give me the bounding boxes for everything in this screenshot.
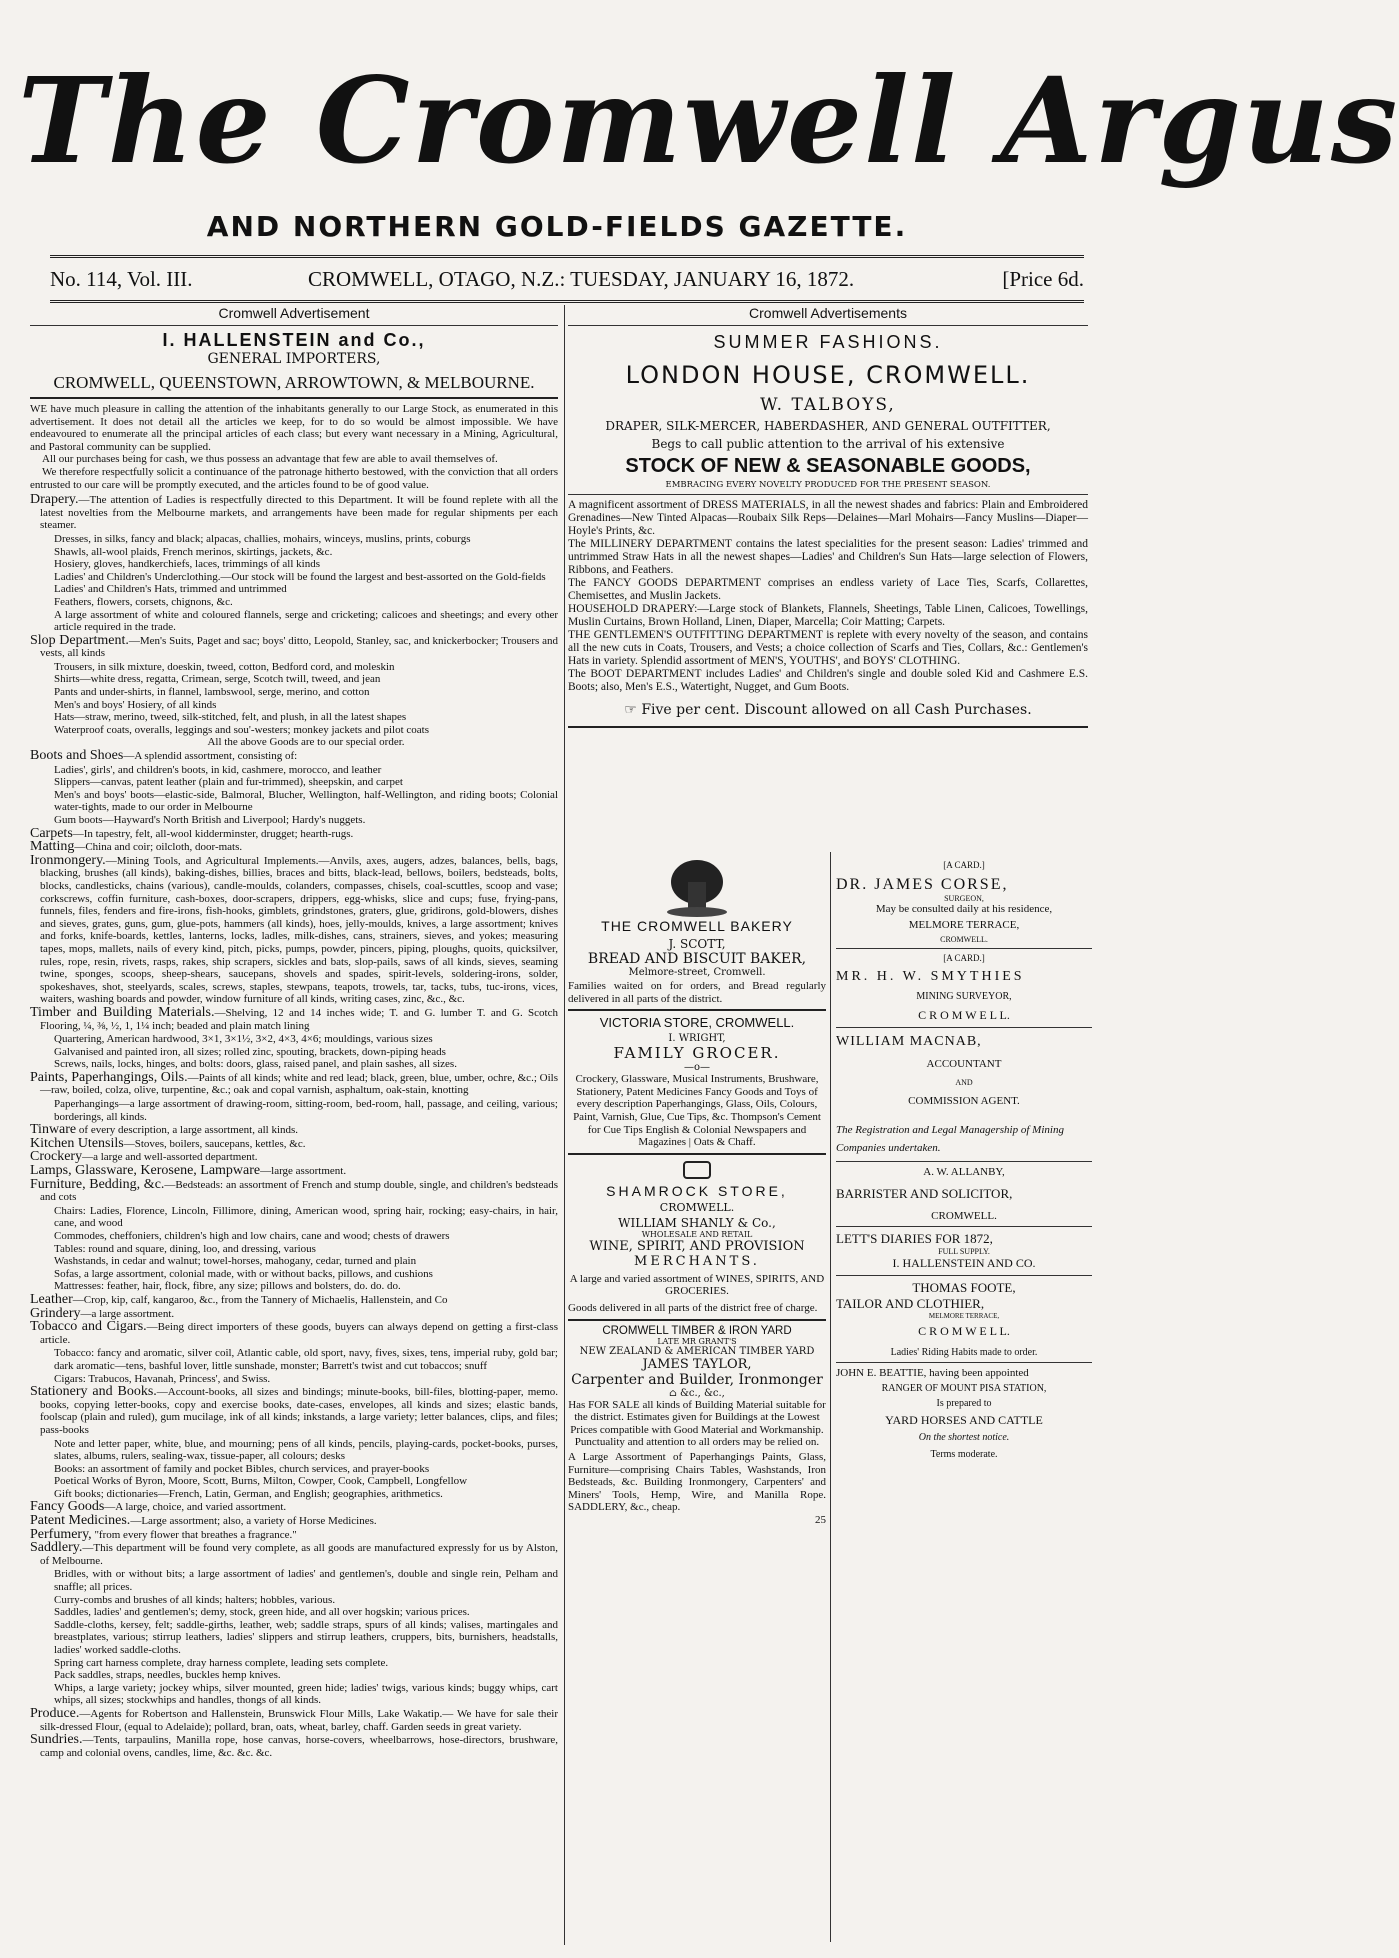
macnab-and: AND [955,1078,973,1087]
talboys-trade: DRAPER, SILK-MERCER, HABERDASHER, AND GENERAL OUTFITTER, [605,419,1051,433]
saddlery-text: —This department will be found very complete, as all goods are manufactured expressly for us by Alston, of Melbourne. [40,1542,558,1567]
saddlery-title: Saddlery. [30,1540,83,1556]
victoria-sep: —o— [683,1062,711,1074]
ironmongery-title: Ironmongery. [30,852,106,868]
drapery-item: Ladies' and Children's Hats, trimmed and untrimmed [54,583,287,596]
slop-item: Pants and under-shirts, in flannel, lambswool, serge, merino, and cotton [54,686,370,699]
carpets-title: Carpets [30,825,73,841]
furniture-item: Washstands, in cedar and walnut; towel-horses, mahogany, cedar, turned and plain [54,1255,417,1268]
issue-number: No. 114, Vol. III. [50,267,193,291]
beattie-role: RANGER OF MOUNT PISA STATION, [881,1383,1047,1394]
london-p6: The BOOT DEPARTMENT includes Ladies' and Children's single and double soled Kid and Cashmere E.S. Boots; also, Men's E.S., Watertight, Nugget, and Gum Boots. [568,668,1088,693]
crockery-title: Crockery [30,1149,83,1165]
left-section-header: Cromwell Advertisement [218,305,370,321]
allanby-town: CROMWELL. [931,1210,997,1222]
wheat-sheaf-illustration [568,852,826,918]
stationery-title: Stationery and Books. [30,1384,157,1400]
timberyard-nz: NEW ZEALAND & AMERICAN TIMBER YARD [579,1345,815,1357]
furniture-item: Commodes, cheffoniers, children's high and low chairs, cane and wood; chests of drawers [54,1230,450,1242]
victoria-owner: I. WRIGHT, [668,1033,726,1045]
drapery-item: Ladies' and Children's Underclothing.—Our stock will be found the largest and best-assorted on the Gold-fields [54,570,546,583]
pointing-hand-icon: ☞ [624,702,642,718]
furniture-item: Chairs: Ladies, Florence, Lincoln, Fillimore, dining, American wood, spring hair, rocking; easy-chairs, in hair, cane, and wood [54,1204,558,1230]
victoria-body: Crockery, Glassware, Musical Instruments, Brushware, Stationery, Patent Medicines Fancy Goods and Toys of every description Paperhangings, Glass, Oils, Colours, Paint, Varnish, Glue, Cue Tips, &c. Thompson's Cement for Cue Tips English & Colonial Newspapers and Magazines | Oats & Chaff. [573,1073,821,1149]
boots-item: Ladies', girls', and children's boots, in kid, cashmere, morocco, and leather [54,763,382,776]
bakery-title: THE CROMWELL BAKERY [601,918,793,934]
timberyard-etc [568,1388,826,1399]
saddlery-item: Curry-combs and brushes of all kinds; halters; hobbles, various. [54,1593,336,1606]
victoria-title: VICTORIA STORE, CROMWELL. [599,1015,795,1031]
tobacco-title: Tobacco and Cigars. [30,1319,147,1335]
furniture-item: Tables: round and square, dining, loo, and dressing, various [54,1242,316,1255]
talboys-begs: Begs to call public attention to the arrival of his extensive [651,437,1005,451]
tobacco-item: Cigars: Trabucos, Havanah, Princess', and Swiss. [54,1372,271,1385]
leather-text: —Crop, kip, calf, kangaroo, &c., from the Tannery of Michaelis, Hallenstein, and Co [72,1293,448,1306]
intro-2: All our purchases being for cash, we thus possess an advantage that few are able to avail themselves of. [42,453,498,466]
carpets-text: —In tapestry, felt, all-wool kidderminster, drugget; hearth-rugs. [72,827,354,840]
saddlery-item: Bridles, with or without bits; a large assortment of ladies' and gentlemen's, double and single rein, Pelham and snaffle; all prices. [54,1568,558,1594]
corse-role: SURGEON, [944,894,984,903]
timberyard-trade: Carpenter and Builder, Ironmonger [571,1371,823,1388]
london-p4: HOUSEHOLD DRAPERY:—Large stock of Blankets, Flannels, Sheetings, Table Linen, Calicoes, Towellings, Muslin Curtains, Brown Holland, Linen, Diaper, Marcella; Coir Matting; Carpets. [568,603,1088,628]
foote-note: Ladies' Riding Habits made to order. [890,1347,1038,1358]
stationery-item: Books: an assortment of family and pocket Bibles, church services, and prayer-books [54,1462,430,1475]
tobacco-item: Tobacco: fancy and aromatic, silver coil, Atlantic cable, old sport, navy, fives, sixes, tens, imperial ruby, gold bar; dark aromatic—tens, bashful lover, little sunshade, monster; Barrett's twist and cut tobaccos; snuff [54,1347,558,1372]
shamrock-body2: Goods delivered in all parts of the district free of charge. [568,1301,818,1314]
smythies-name: MR. H. W. SMYTHIES [836,969,1025,984]
kitchen-title: Kitchen Utensils [30,1135,124,1151]
stationery-item: Gift books; dictionaries—French, Latin, German, and English; geographies, arithmetics. [54,1487,443,1500]
perfumery-title: Perfumery, [30,1526,92,1542]
masthead-title: The Cromwell Argus [18,51,1399,190]
fancy-title: Fancy Goods [30,1499,105,1515]
shamrock-wholesale: WHOLESALE AND RETAIL [641,1229,753,1239]
bakery-note: Families waited on for orders, and Bread regularly delivered in all parts of the district. [568,980,826,1005]
timberyard-owner: JAMES TAYLOR, [642,1356,752,1372]
corse-note: May be consulted daily at his residence, [875,903,1053,915]
barrel-icon [568,1161,826,1183]
corse-town: CROMWELL. [940,935,988,944]
shamrock-title: SHAMROCK STORE, [606,1182,788,1199]
patent-text: —Large assortment; also, a variety of Horse Medicines. [130,1515,377,1528]
timberyard-title: CROMWELL TIMBER & IRON YARD [602,1324,792,1337]
boots-item: Slippers—canvas, patent leather (plain and fur-trimmed), sheepskin, and carpet [54,776,403,789]
masthead-subtitle: AND NORTHERN GOLD-FIELDS GAZETTE. [206,210,908,243]
foote-role: TAILOR AND CLOTHIER, [836,1296,985,1311]
letts-title: LETT'S DIARIES FOR 1872, [836,1231,993,1246]
intro-3: We therefore respectfully solicit a continuance of the patronage hitherto bestowed, with the conviction that all orders entrusted to our care will be promptly executed, and the articles found to be of good value. [30,465,558,491]
london-body [568,499,1088,694]
discount-text: Five per cent. Discount allowed on all Cash Purchases. [641,702,1032,718]
london-house: LONDON HOUSE, CROMWELL. [625,361,1031,389]
column-rule [564,305,565,1945]
saddlery-item: Whips, a large variety; jockey whips, silver mounted, green hide; ladies' twigs, various kinds; buggy whips, cart whips, all sizes; stockwhips and handles, thongs of all kinds. [54,1681,558,1707]
slop-text: —Men's Suits, Paget and sac; boys' ditto, Leopold, Stanley, sac, and knickerbocker; Trousers and vests, all kinds [40,634,558,660]
house-icon: ⌂ [669,1387,680,1399]
drapery-item: Hosiery, gloves, handkerchiefs, laces, trimmings of all kinds [54,558,320,571]
boots-item: Gum boots—Hayward's North British and Liverpool; Hardy's nuggets. [54,814,366,826]
letts-firm: I. HALLENSTEIN AND CO. [892,1256,1036,1270]
talboys-name: W. TALBOYS, [760,395,896,415]
drapery-item: Feathers, flowers, corsets, chignons, &c. [54,595,233,608]
beattie-notice: On the shortest notice. [918,1432,1010,1443]
bakery-owner: J. SCOTT, [668,937,726,951]
boots-text: —A splendid assortment, consisting of: [123,750,298,763]
firm-role: GENERAL IMPORTERS, [207,351,381,367]
timberyard-etc-text: &c., &c., [679,1387,725,1399]
right-column [568,305,1088,732]
beattie-text: JOHN E. BEATTIE, having been appointed [836,1367,1029,1379]
shamrock-merchants: MERCHANTS. [634,1253,760,1269]
foote-town: C R O M W E L L. [918,1324,1010,1338]
allanby-name: A. W. ALLANBY, [923,1166,1005,1178]
drapery-title: Drapery. [30,492,79,508]
saddlery-item: Saddles, ladies' and gentlemen's; demy, stock, green hide, and all over hogskin; various prices. [54,1606,470,1619]
tinware-title: Tinware [30,1122,77,1138]
bakery-trade: BREAD AND BISCUIT BAKER, [587,951,807,967]
macnab-name: WILLIAM MACNAB, [836,1034,982,1049]
intro-1: WE have much pleasure in calling the attention of the inhabitants generally to our Large Stock, as enumerated in this advertisement. It does not detail all the articles we keep, for to do so would be almost impossible. We have endeavoured to enumerate all the principal articles of each class; but every want necessary in a Mining, Agricultural, and Pastoral community can be supplied. [30,403,558,453]
left-body [30,403,558,1759]
grindery-title: Grindery [30,1305,81,1321]
paints-title: Paints, Paperhangings, Oils. [30,1069,188,1085]
discount-line [568,702,1088,718]
slop-item: Hats—straw, merino, tweed, silk-stitched, felt, and plush, in all the latest shapes [54,711,407,724]
shamrock-town: CROMWELL. [659,1200,735,1214]
timberyard-body2: A Large Assortment of Paperhangings Paints, Glass, Furniture—comprising Chairs Tables, Washstands, Iron Bedsteads, &c. Building Ironmongery, Carpenters' and Miners' Tools, Hemp, Wire, and Manilla Rope. SADDLERY, &c., cheap. [568,1450,826,1514]
boots-item: Men's and boys' boots—elastic-side, Balmoral, Blucher, Wellington, half-Wellington, and riding boots; Colonial water-tights, made to our order in Melbourne [54,788,558,814]
furniture-title: Furniture, Bedding, &c. [30,1176,165,1192]
bakery-address: Melmore-street, Cromwell. [628,967,766,978]
timberyard-late: LATE MR GRANT'S [657,1336,737,1346]
allanby-role: BARRISTER AND SOLICITOR, [836,1186,1013,1201]
saddlery-item: Spring cart harness complete, dray harness complete, leading sets complete. [54,1656,389,1669]
issue-date: CROMWELL, OTAGO, N.Z.: TUESDAY, JANUARY 16, 1872. [308,267,855,291]
slop-item: Waterproof coats, overalls, leggings and sou'-westers; monkey jackets and pilot coats [54,723,429,736]
drapery-item: Dresses, in silks, fancy and black; alpacas, challies, mohairs, winceys, muslins, prints, coburgs [54,532,471,545]
beattie-prepared: Is prepared to [936,1398,992,1409]
saddlery-item: Saddle-cloths, kersey, felt; saddle-girths, leather, web; saddle straps, spurs of all kinds; valises, martingales and breastplates, various; stirrup leathers, ladies' slippers and stirrup leathers, cruppers, bits, burnishers, headstalls, ladies' worked saddle-cloths. [54,1618,558,1656]
slop-item: Men's and boys' Hosiery, of all kinds [54,698,217,711]
london-p5: THE GENTLEMEN'S OUTFITTING DEPARTMENT is replete with every novelty of the season, and contains all the new cuts in Coats, Trousers, and Vests; a choice collection of Scarfs and Ties, Collars, &c.: Gentlemen's Hats in variety. Splendid assortment of MEN'S, YOUTHS', and BOYS' CLOTHING. [568,629,1088,667]
furniture-text: —Bedsteads: an assortment of French and stump double, single, and children's bedsteads and cots [40,1178,558,1204]
perfumery-text: "from every flower that breathes a fragrance." [91,1528,297,1541]
slop-item: All the above Goods are to our special order. [207,736,405,749]
corse-name: DR. JAMES CORSE, [836,876,1009,893]
macnab-role1: ACCOUNTANT [926,1058,1002,1070]
dateline [50,255,1084,303]
shamrock-owner: WILLIAM SHANLY & Co., [618,1215,776,1230]
saddlery-item: Pack saddles, straps, needles, buckles hemp knives. [54,1669,281,1682]
lamps-text: —large assortment. [260,1165,347,1178]
timberyard-body: Has FOR SALE all kinds of Building Material suitable for the district. Estimates given for Buildings at the Lowest Prices compatible with Good Material and Workmanship. Punctuality and attention to all orders may be relied on. [568,1398,826,1449]
issue-price: [Price 6d. [1002,267,1084,291]
london-p1: A magnificent assortment of DRESS MATERIALS, in all the newest shades and fabrics: Plain and Embroidered Grenadines—New Tinted Alpacas—Roubaix Silk Reps—Delaines—Marl Mohairs—Fancy Muslins—Diaper—Hoyle's Prints, &c. [568,499,1088,537]
lamps-title: Lamps, Glassware, Kerosene, Lampware [30,1163,261,1179]
produce-title: Produce. [30,1705,80,1721]
summer-heading: SUMMER FASHIONS. [713,332,943,352]
leather-title: Leather [30,1291,73,1307]
slop-item: Shirts—white dress, regatta, Crimean, serge, Scotch twill, tweed, and jean [54,673,381,686]
ironmongery-text: —Mining Tools, and Agricultural Implements.—Anvils, axes, augers, adzes, balances, bells, bags, blacking, brushes (all kinds), baking-dishes, billies, braces and bitts, black-lead, bellows, boilers, bedsteads, bolts, blocks, candlesticks, chains (various), candle-moulds, colanders, compasses, chisels, coal-scuttles, scoop and vase; corkscrews, coffin furniture, cash-boxes, door-scrapers, drippers, egg-whisks, slice and cups; fuse, frying-pans, funnels, files, fenders and fire-irons, fish-hooks, gimblets, grindstones, graters, glue, gridirons, gold-blowers, dishes and sieves, grates, guns, gum, glue-pots, hammers (all kinds), hoes, jelly-moulds, knives, a large assortment; knives and forks, knife-boards, kettles, lanterns, locks, ladles, milk-dishes, cans, strainers, sieves, and yokes; measuring tapes, mops, mallets, nails of every kind, pitch, picks, pumps, powder, pincers, piping, ploughs, quoits, quicksilver, rules, rope, resin, rivets, rasps, rakes, ship scrapers, sickles and bats, slop-pails, saws of all kinds, sieves, seaming twine, sponges, scoops, sheep-shears, saucepans, shovels and spades, spirit-levels, soldering-irons, solder, spokeshaves, shot, steelyards, scales, screws, staples, stewpans, teapots, trowels, tar, tacks, tubs, tuc-irons, vices, waiters, washing boards and powder, window furniture of all kinds, writing cases, zinc, &c., &c. [40,854,558,1006]
matting-title: Matting [30,839,75,855]
cards-column [836,860,1092,1460]
produce-text: —Agents for Robertson and Hallenstein, Brunswick Flour Mills, Lake Wakatip.— We have for sale their silk-dressed Flour, (equal to Adelaide); pollard, bran, oats, wheat, barley, chaff. Garden seeds in great variety. [40,1707,558,1733]
fancy-text: —A large, choice, and varied assortment. [104,1501,287,1514]
firm-places: CROMWELL, QUEENSTOWN, ARROWTOWN, & MELBOURNE. [53,373,535,392]
paints-text: —Paints of all kinds; white and red lead; black, green, blue, umber, ochre, &c.; Oils—raw, boiled, colza, olive, turpentine, &c.; oak and copal varnish, asphaltum, oak-stain, knotting [40,1071,559,1097]
stock-sub: EMBRACING EVERY NOVELTY PRODUCED FOR THE PRESENT SEASON. [665,480,991,490]
furniture-item: Sofas, a large assortment, colonial made, with or without backs, pillows, and cushions [54,1267,433,1280]
boots-title: Boots and Shoes [30,748,124,764]
card-label: [A CARD.] [943,860,985,870]
right-section-header: Cromwell Advertisements [749,305,907,321]
slop-item: Trousers, in silk mixture, doeskin, tweed, cotton, Bedford cord, and moleskin [54,660,395,673]
london-p3: The FANCY GOODS DEPARTMENT comprises an endless variety of Lace Ties, Scarfs, Collarettes, Chemisettes, and Muslin Jackets. [568,577,1088,602]
firm-name: I. HALLENSTEIN and Co., [162,330,426,350]
london-p2: The MILLINERY DEPARTMENT contains the latest specialities for the present season: Ladies' trimmed and untrimmed Straw Hats in all the newest shapes—Ladies' and Children's Sun Hats—large selection of Flowers, Ribbons, and Feathers. [568,538,1088,576]
tobacco-text: —Being direct importers of these goods, buyers can always depend on getting a first-class article. [40,1321,558,1346]
stationery-item: Poetical Works of Byron, Moore, Scott, Burns, Milton, Cowper, Cook, Campbell, Longfellow [54,1475,468,1488]
beattie-terms: Terms moderate. [930,1449,998,1460]
victoria-trade: FAMILY GROCER. [613,1044,781,1063]
patent-title: Patent Medicines. [30,1513,131,1529]
foote-address: MELMORE TERRACE, [928,1312,1000,1320]
kitchen-text: —Stoves, boilers, saucepans, kettles, &c. [123,1137,306,1150]
beattie-yard: YARD HORSES AND CATTLE [885,1413,1043,1427]
slop-title: Slop Department. [30,632,129,648]
crockery-text: —a large and well-assorted department. [82,1151,258,1164]
stationery-item: Note and letter paper, white, blue, and mourning; pens of all kinds, pencils, playing-cards, pocket-books, purses, slates, albums, rulers, sealing-wax, tissue-paper, all colours; desks [54,1437,558,1463]
grindery-text: —a large assortment. [80,1307,175,1320]
paints-item: Paperhangings—a large assortment of drawing-room, sitting-room, bed-room, hall, passage, and ceiling, various; borderings, all kinds. [54,1098,558,1123]
furniture-item: Mattresses: feather, hair, flock, fibre, any size; pillows and bolsters, do. do. do. [54,1280,401,1293]
smythies-role: MINING SURVEYOR, [916,991,1012,1002]
stock-heading: STOCK OF NEW & SEASONABLE GOODS, [625,455,1031,477]
inner-column-rule [830,852,831,1942]
shamrock-body1: A large and varied assortment of WINES, SPIRITS, AND GROCERIES. [569,1272,825,1298]
sundries-title: Sundries. [30,1732,83,1748]
foote-name: THOMAS FOOTE, [912,1280,1016,1295]
smythies-town: C R O M W E L L. [918,1008,1010,1022]
matting-text: —China and coir; oilcloth, door-mats. [74,841,243,854]
timber-title: Timber and Building Materials. [30,1004,215,1020]
drapery-item: A large assortment of white and coloured flannels, serge and cricketing; calicoes and sheetings; and every other article required in the trade. [54,608,558,634]
timber-text: —Shelving, 12 and 14 inches wide; T. and G. lumber T. and G. Scotch Flooring, ¼, ⅜, ½, 1, 1¼ inch; beaded and plain match lining [40,1006,558,1032]
drapery-item: Shawls, all-wool plaids, French merinos, skirtings, jackets, &c. [54,545,333,558]
letts-supply: FULL SUPPLY. [938,1247,990,1256]
left-column [30,305,558,1760]
timber-item: Screws, nails, locks, hinges, and bolts: doors, glass, raised panel, and plain sashes, all sizes. [54,1058,457,1071]
corse-address: MELMORE TERRACE, [908,919,1020,931]
sundries-text: —Tents, tarpaulins, Manilla rope, hose canvas, horse-covers, wheelbarrows, hose-directors, brushware, camp and colonial ovens, candles, lime, &c. &c. &c. [40,1734,558,1759]
macnab-role2: COMMISSION AGENT. [908,1095,1020,1107]
tinware-text: of every description, a large assortment, all kinds. [76,1124,299,1137]
timber-item: Quartering, American hardwood, 3×1, 3×1½, 3×2, 4×3, 4×6; mouldings, various sizes [54,1033,433,1046]
drapery-text: —The attention of Ladies is respectfully directed to this Department. It will be found replete with all the latest novelties from the Melbourne markets, and arrangements have been made for regular shipments per each steamer. [40,494,558,532]
shamrock-trade: WINE, SPIRIT, AND PROVISION [589,1238,805,1254]
timber-item: Galvanised and painted iron, all sizes; rolled zinc, spouting, brackets, down-piping heads [54,1045,446,1058]
stationery-text: —Account-books, all sizes and bindings; minute-books, bill-files, blotting-paper, memo. books, copying letter-books, copy and exercise books, date-cases, envelopes, all kinds and sizes; elastic bands, foolscap (plain and ruled), gum mucilage, ink of all kinds; inkstands, a large variety; letter balances, clips, and files; pass-books [40,1386,558,1436]
card-label-2: [A CARD.] [943,953,985,963]
business-column [568,852,826,1526]
macnab-note: The Registration and Legal Managership of Mining Companies undertaken. [836,1124,1064,1154]
timberyard-number: 25 [815,1513,826,1526]
